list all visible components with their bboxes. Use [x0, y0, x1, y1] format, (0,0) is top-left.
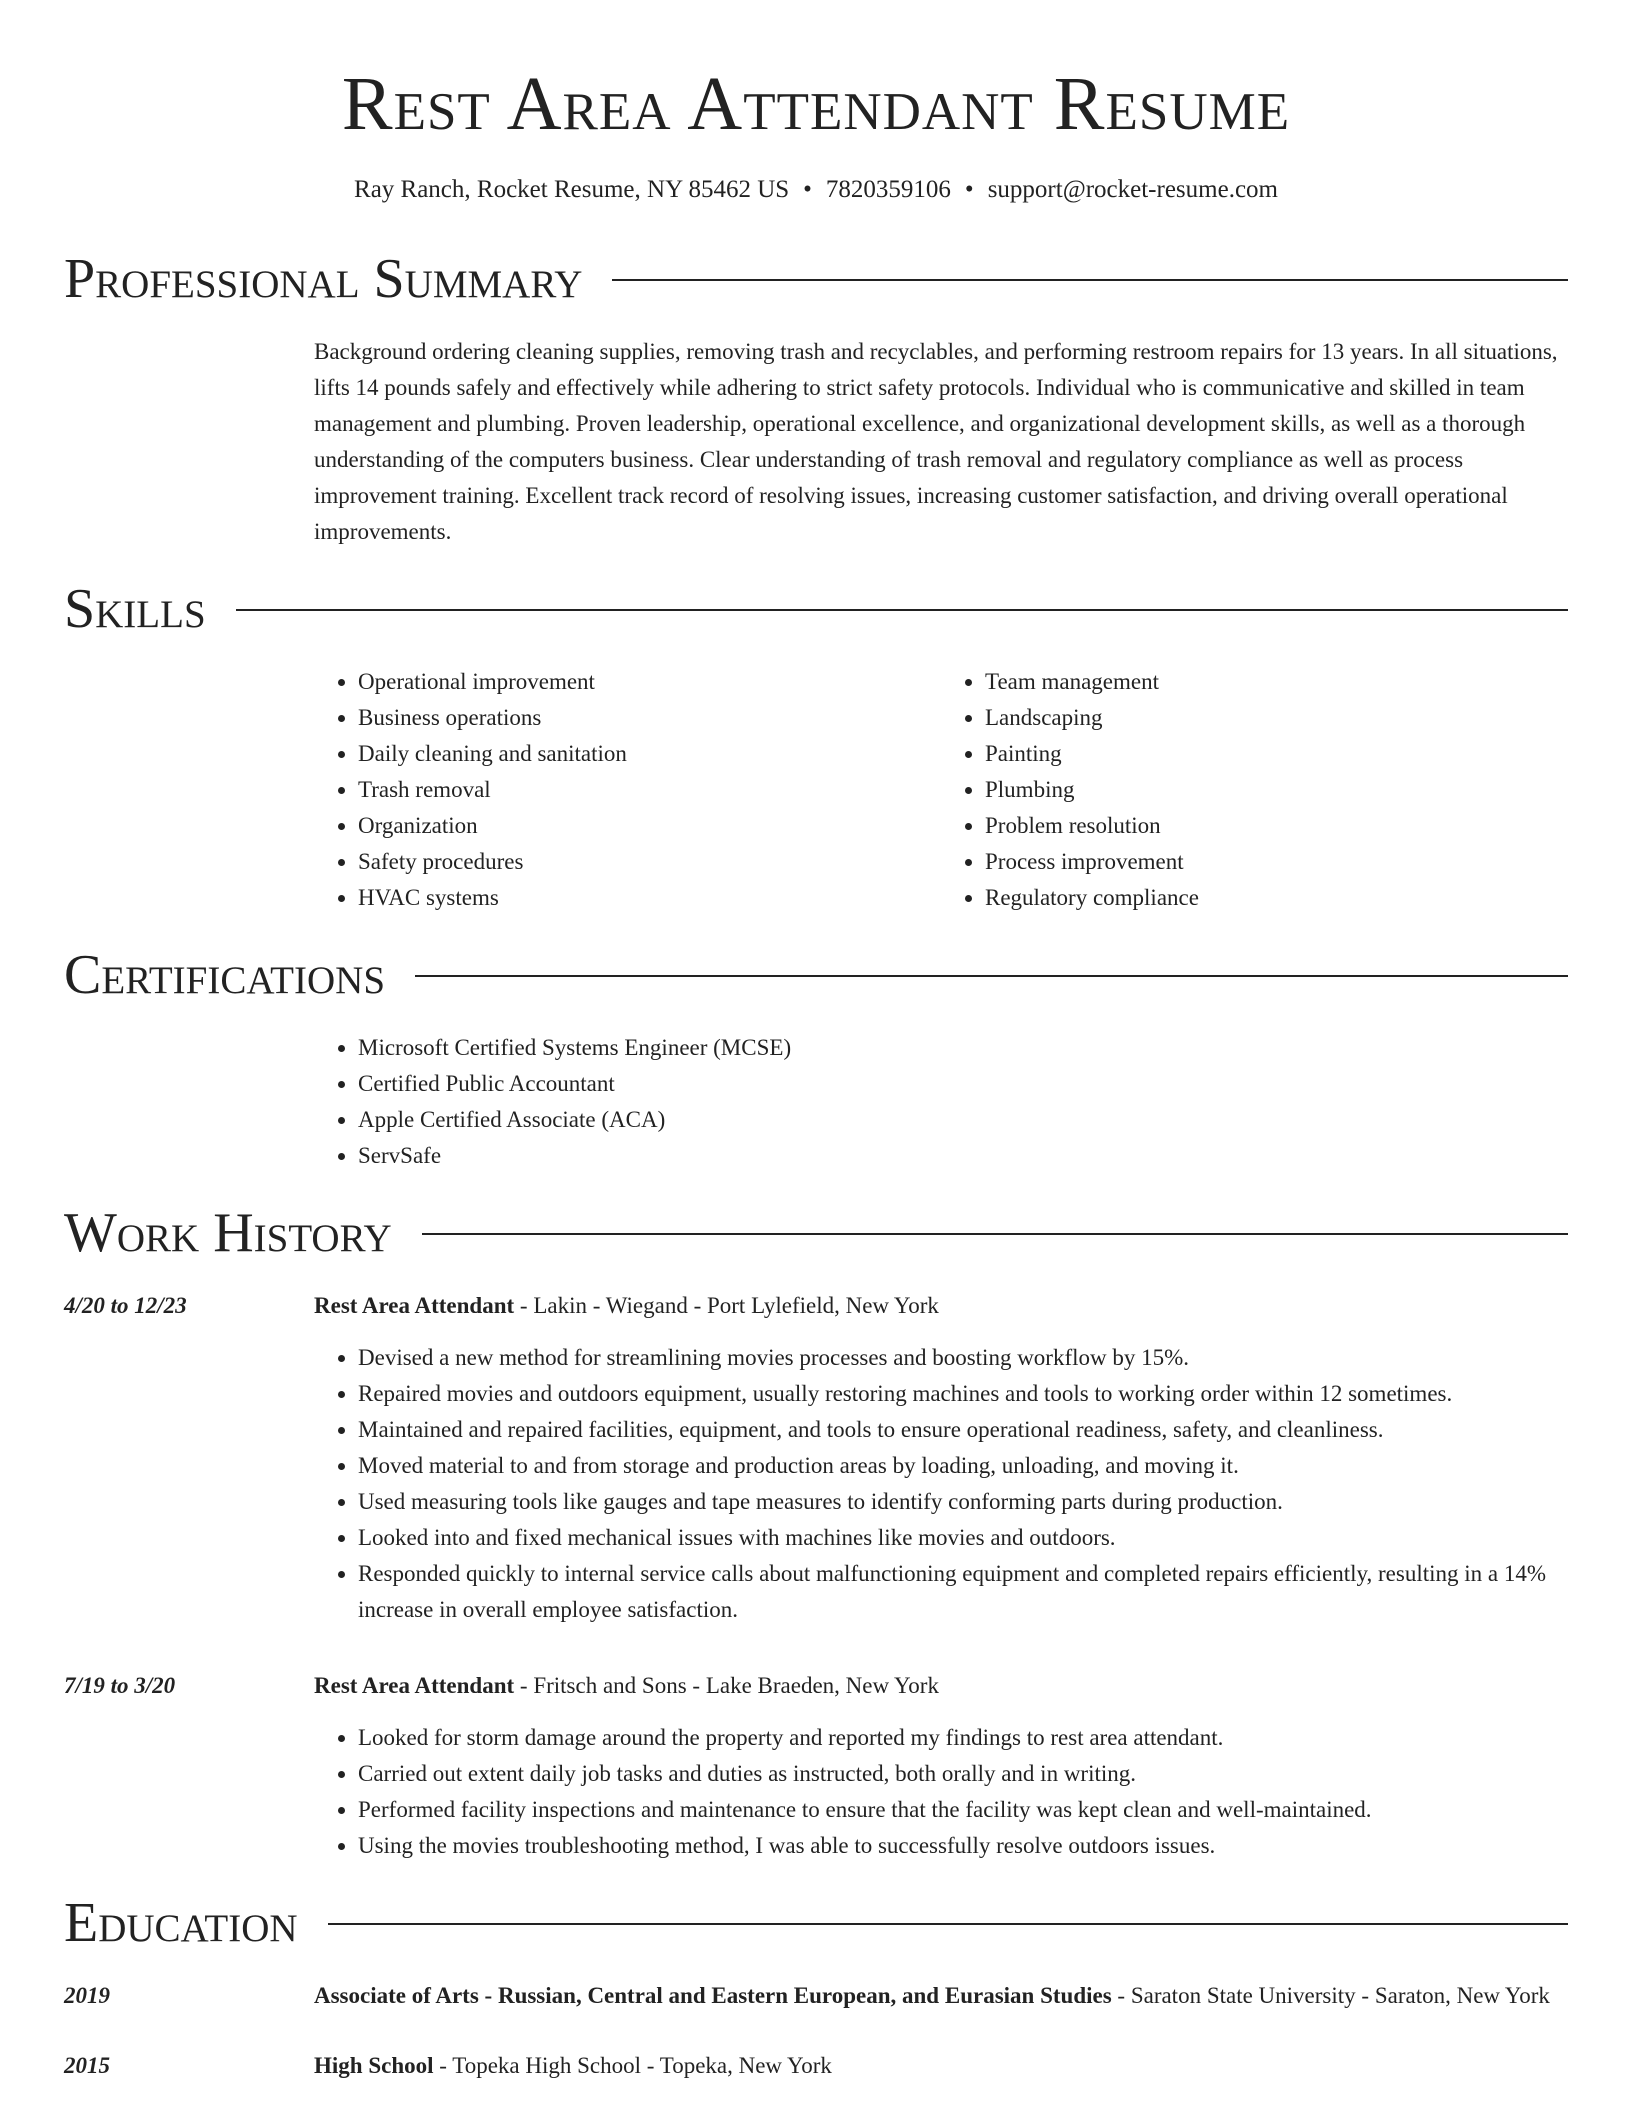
summary-text: Background ordering cleaning supplies, removing trash and recyclables, and performing restroom repairs for 13 years. In all situations, lifts 14 pounds safely and effectively while adhering to strict safety protocols. Individual who is communicative and skilled in team management and plumbing. Proven leadership, operational excellence, and organizational development skills, as well as a thorough understanding of the computers business. Clear understanding of trash removal and regulatory compliance as well as process improvement training. Excellent track record of resolving issues, increasing customer satisfaction, and driving overall operational improvements. — [314, 339, 1558, 544]
skill-item: • Painting — [985, 736, 1568, 772]
education-body — [314, 2048, 1568, 2084]
summary-heading: Professional Summary — [64, 248, 583, 310]
education-year: 2015 — [64, 2053, 110, 2078]
skill-item: • Daily cleaning and sanitation — [358, 736, 941, 772]
education-entry — [64, 2048, 1568, 2084]
education-degree: Associate of Arts - Russian, Central and Eastern European, and Eurasian Studies — [314, 1983, 1112, 2008]
job-bullet: • Carried out extent daily job tasks and duties as instructed, both orally and in writing. — [358, 1756, 1568, 1792]
job-bullet: • Performed facility inspections and maintenance to ensure that the facility was kept clean and well-maintained. — [358, 1792, 1568, 1828]
skill-item: • HVAC systems — [358, 880, 941, 916]
certification-item: • Apple Certified Associate (ACA) — [358, 1102, 1568, 1138]
job-entry — [64, 1668, 1568, 1864]
education-heading: Education — [64, 1892, 298, 1954]
education-school: - Saraton State University - Saraton, New York — [1111, 1983, 1550, 2008]
certification-item: • ServSafe — [358, 1138, 1568, 1174]
certification-item: • Certified Public Accountant — [358, 1066, 1568, 1102]
job-employer: - Lakin - Wiegand - Port Lylefield, New York — [514, 1293, 939, 1318]
skills-column-left — [314, 664, 941, 916]
resume-title: Rest Area Attendant Resume — [341, 62, 1291, 146]
work-section-header — [64, 1200, 1568, 1266]
job-bullet: • Devised a new method for streamlining movies processes and boosting workflow by 15%. — [358, 1340, 1568, 1376]
job-bullet: • Moved material to and from storage and production areas by loading, unloading, and moving it. — [358, 1448, 1568, 1484]
contact-email: support@rocket-resume.com — [987, 176, 1278, 203]
job-bullet: • Responded quickly to internal service calls about malfunctioning equipment and completed repairs efficiently, resulting in a 14% increase in overall employee satisfaction. — [358, 1556, 1568, 1628]
certifications-list — [314, 1030, 1568, 1174]
skill-item: • Trash removal — [358, 772, 941, 808]
job-bullets — [314, 1340, 1568, 1628]
skill-item: • Regulatory compliance — [985, 880, 1568, 916]
section-divider — [422, 1233, 1568, 1235]
skill-item: • Landscaping — [985, 700, 1568, 736]
skill-item: • Team management — [985, 664, 1568, 700]
section-divider — [612, 279, 1568, 281]
education-degree: High School — [314, 2053, 434, 2078]
skill-item: • Business operations — [358, 700, 941, 736]
job-dates: 7/19 to 3/20 — [64, 1673, 176, 1698]
job-entry — [64, 1288, 1568, 1628]
job-role: Rest Area Attendant — [314, 1673, 515, 1698]
summary-section-header — [64, 246, 1568, 312]
section-divider — [415, 975, 1568, 977]
skills-heading: Skills — [64, 578, 206, 640]
contact-phone: 7820359106 — [825, 176, 951, 203]
skill-item: • Process improvement — [985, 844, 1568, 880]
education-school: - Topeka High School - Topeka, New York — [433, 2053, 832, 2078]
job-body — [314, 1288, 1568, 1628]
skill-item: • Plumbing — [985, 772, 1568, 808]
skills-section-header — [64, 576, 1568, 642]
education-body — [314, 1978, 1568, 2014]
certifications-heading: Certifications — [64, 944, 386, 1006]
job-body — [314, 1668, 1568, 1864]
skills-column-right — [941, 664, 1568, 916]
job-bullet: • Using the movies troubleshooting method, I was able to successfully resolve outdoors issues. — [358, 1828, 1568, 1864]
job-employer: - Fritsch and Sons - Lake Braeden, New York — [514, 1673, 939, 1698]
contact-separator: • — [964, 176, 974, 203]
skill-item: • Problem resolution — [985, 808, 1568, 844]
skill-item: • Safety procedures — [358, 844, 941, 880]
contact-address: Ray Ranch, Rocket Resume, NY 85462 US — [354, 176, 790, 203]
education-section-header — [64, 1890, 1568, 1956]
contact-separator: • — [803, 176, 812, 203]
job-heading — [314, 1668, 1568, 1704]
education-year: 2019 — [64, 1983, 110, 2008]
job-bullet: • Used measuring tools like gauges and tape measures to identify conforming parts during production. — [358, 1484, 1568, 1520]
skills-list — [314, 664, 1568, 916]
job-role: Rest Area Attendant — [314, 1293, 515, 1318]
job-bullets — [314, 1720, 1568, 1864]
certification-item: • Microsoft Certified Systems Engineer (MCSE) — [358, 1030, 1568, 1066]
work-heading: Work History — [64, 1202, 392, 1264]
certifications-section-header — [64, 942, 1568, 1008]
job-heading — [314, 1288, 1568, 1324]
job-bullet: • Looked for storm damage around the property and reported my findings to rest area attendant. — [358, 1720, 1568, 1756]
section-divider — [236, 609, 1568, 611]
education-entry — [64, 1978, 1568, 2014]
job-bullet: • Looked into and fixed mechanical issues with machines like movies and outdoors. — [358, 1520, 1568, 1556]
job-dates: 4/20 to 12/23 — [64, 1293, 187, 1318]
skill-item: • Organization — [358, 808, 941, 844]
section-divider — [328, 1923, 1568, 1925]
contact-line — [64, 174, 1568, 206]
job-bullet: • Repaired movies and outdoors equipment, usually restoring machines and tools to working order within 12 sometimes. — [358, 1376, 1568, 1412]
job-bullet: • Maintained and repaired facilities, equipment, and tools to ensure operational readiness, safety, and cleanliness. — [358, 1412, 1568, 1448]
skill-item: • Operational improvement — [358, 664, 941, 700]
